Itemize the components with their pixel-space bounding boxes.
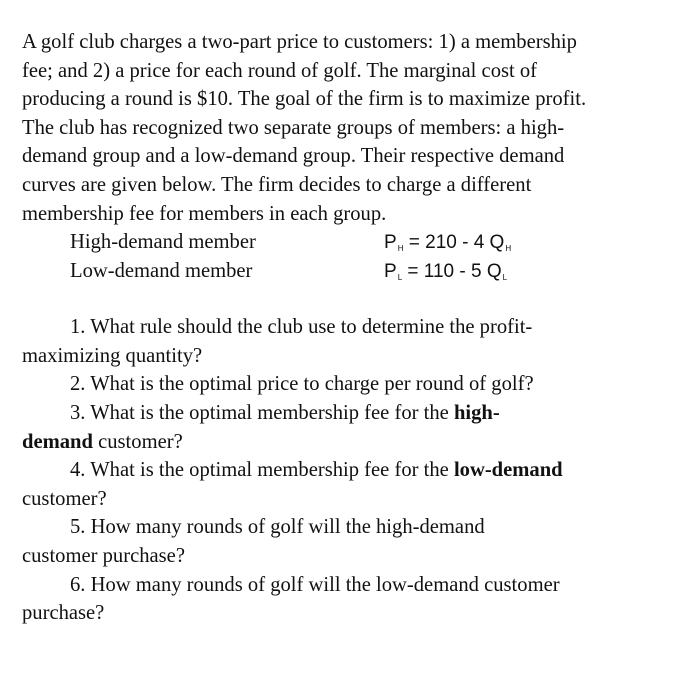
price-subscript: L [397,273,403,283]
question-item [22,313,694,370]
question-text: 2. What is the optimal price to charge per round of golf? [70,373,534,396]
demand-curve-low [22,257,694,286]
question-list [22,313,694,628]
question-item [22,456,694,513]
question-text: customer purchase? [22,544,185,567]
intro-line: fee; and 2) a price for each round of golf. The marginal cost of [22,59,538,82]
intro-line: The club has recognized two separate groups of members: a high- [22,116,565,139]
emphasis-text: high- [453,401,500,424]
emphasis-text: demand [22,430,93,453]
price-symbol: P [384,232,397,254]
question-text [22,399,694,428]
demand-curve-high [22,228,694,257]
question-text: 1. What rule should the club use to determine the profit- [70,316,533,339]
intro-paragraph [22,28,694,228]
question-text [22,428,694,457]
question-text: customer? [22,487,107,510]
question-text: 6. How many rounds of golf will the low-demand customer [70,573,560,596]
equation-body: = 210 - 4 Q [403,232,505,254]
question-item [22,513,694,570]
question-text: 5. How many rounds of golf will the high-demand [70,516,485,539]
price-subscript: H [397,244,404,254]
question-text-part: customer? [92,430,183,453]
question-item [22,571,694,628]
quantity-subscript: H [505,244,512,254]
demand-curve-equation [384,257,507,292]
intro-line: A golf club charges a two-part price to customers: 1) a membership [22,31,577,53]
question-item [22,370,694,399]
demand-curve-label: Low-demand member [70,260,253,283]
intro-line: curves are given below. The firm decides to charge a different [22,173,532,196]
quantity-subscript: L [502,273,508,283]
intro-line: demand group and a low-demand group. Their respective demand [22,145,565,168]
demand-curve-label: High-demand member [70,231,256,254]
intro-line: membership fee for members in each group. [22,202,387,225]
emphasis-text: low-demand [453,459,563,482]
equation-body: = 110 - 5 Q [402,261,502,283]
question-item [22,399,694,456]
demand-curves [22,228,694,286]
question-text: purchase? [22,602,105,625]
question-text-part: 3. What is the optimal membership fee for the [70,401,454,424]
question-text: maximizing quantity? [22,344,203,367]
question-text [22,456,694,485]
question-text-part: 4. What is the optimal membership fee for the [70,459,454,482]
problem-page [22,28,694,628]
price-symbol: P [384,261,397,283]
intro-line: producing a round is $10. The goal of the firm is to maximize profit. [22,88,587,111]
